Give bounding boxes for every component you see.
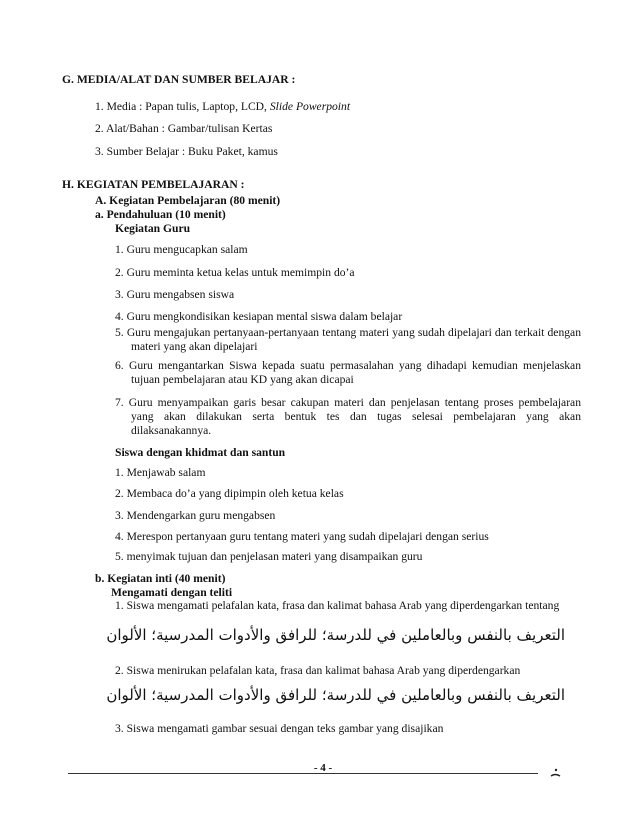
crescent-logo-icon — [538, 762, 564, 784]
siswa-khidmat-heading: Siswa dengan khidmat dan santun — [115, 446, 286, 459]
media-italic-text: Slide Powerpoint — [269, 100, 351, 113]
siswa-item-1: 1. Menjawab salam — [115, 466, 206, 479]
inti-item-2: 2. Siswa menirukan pelafalan kata, frasa dan kalimat bahasa Arab yang diperdengarkan — [115, 664, 521, 677]
arabic-text-1: التعريف بالنفس وبالعاملين في للدرسة؛ للرافق والأدوات المدرسية؛ الألوان — [106, 626, 565, 644]
media-text: 1. Media : Papan tulis, Laptop, LCD, — [95, 100, 270, 113]
kegiatan-pembelajaran-heading: A. Kegiatan Pembelajaran (80 menit) — [95, 194, 281, 207]
alat-bahan-line: 2. Alat/Bahan : Gambar/tulisan Kertas — [95, 122, 273, 135]
siswa-item-5: 5. menyimak tujuan dan penjelasan materi yang disampaikan guru — [115, 550, 423, 563]
sumber-belajar-line: 3. Sumber Belajar : Buku Paket, kamus — [95, 145, 278, 158]
siswa-item-4: 4. Merespon pertanyaan guru tentang materi yang sudah dipelajari dengan serius — [115, 530, 489, 543]
guru-item-1: 1. Guru mengucapkan salam — [115, 243, 248, 256]
arabic-text-2: التعريف بالنفس وبالعاملين في للدرسة؛ للرافق والأدوات المدرسية؛ الألوان — [106, 686, 565, 704]
siswa-item-3: 3. Mendengarkan guru mengabsen — [115, 509, 276, 522]
kegiatan-inti-heading: b. Kegiatan inti (40 menit) — [95, 572, 226, 585]
kegiatan-guru-heading: Kegiatan Guru — [115, 222, 191, 235]
section-g-heading: G. MEDIA/ALAT DAN SUMBER BELAJAR : — [62, 73, 296, 86]
media-line — [95, 100, 350, 114]
siswa-item-2: 2. Membaca do’a yang dipimpin oleh ketua kelas — [115, 487, 344, 500]
page-number: - 4 - — [313, 762, 333, 774]
guru-item-2: 2. Guru meminta ketua kelas untuk memimpin do’a — [115, 266, 355, 279]
pendahuluan-heading: a. Pendahuluan (10 menit) — [95, 208, 226, 221]
guru-item-3: 3. Guru mengabsen siswa — [115, 288, 235, 301]
section-h-heading: H. KEGIATAN PEMBELAJARAN : — [62, 178, 245, 191]
guru-item-4: 4. Guru mengkondisikan kesiapan mental siswa dalam belajar — [115, 310, 403, 323]
guru-item-6: 6. Guru mengantarkan Siswa kepada suatu permasalahan yang dihadapi kemudian menjelaskan tujuan pembelajaran atau KD yang akan dicapai — [115, 359, 581, 386]
guru-item-7: 7. Guru menyampaikan garis besar cakupan materi dan penjelasan tentang proses pembelajaran yang akan dilakukan serta bentuk tes dan tugas selesai pembelajaran yang akan dilaksanakannya. — [115, 396, 581, 437]
inti-item-1: 1. Siswa mengamati pelafalan kata, frasa dan kalimat bahasa Arab yang diperdengarkan tentang — [115, 599, 560, 612]
inti-item-3: 3. Siswa mengamati gambar sesuai dengan teks gambar yang disajikan — [115, 722, 444, 735]
guru-item-5: 5. Guru mengajukan pertanyaan-pertanyaan tentang materi yang sudah dipelajari dan terkait dengan materi yang akan dipelajari — [115, 326, 581, 353]
footer-divider — [68, 773, 538, 774]
mengamati-teliti-heading: Mengamati dengan teliti — [111, 586, 233, 599]
